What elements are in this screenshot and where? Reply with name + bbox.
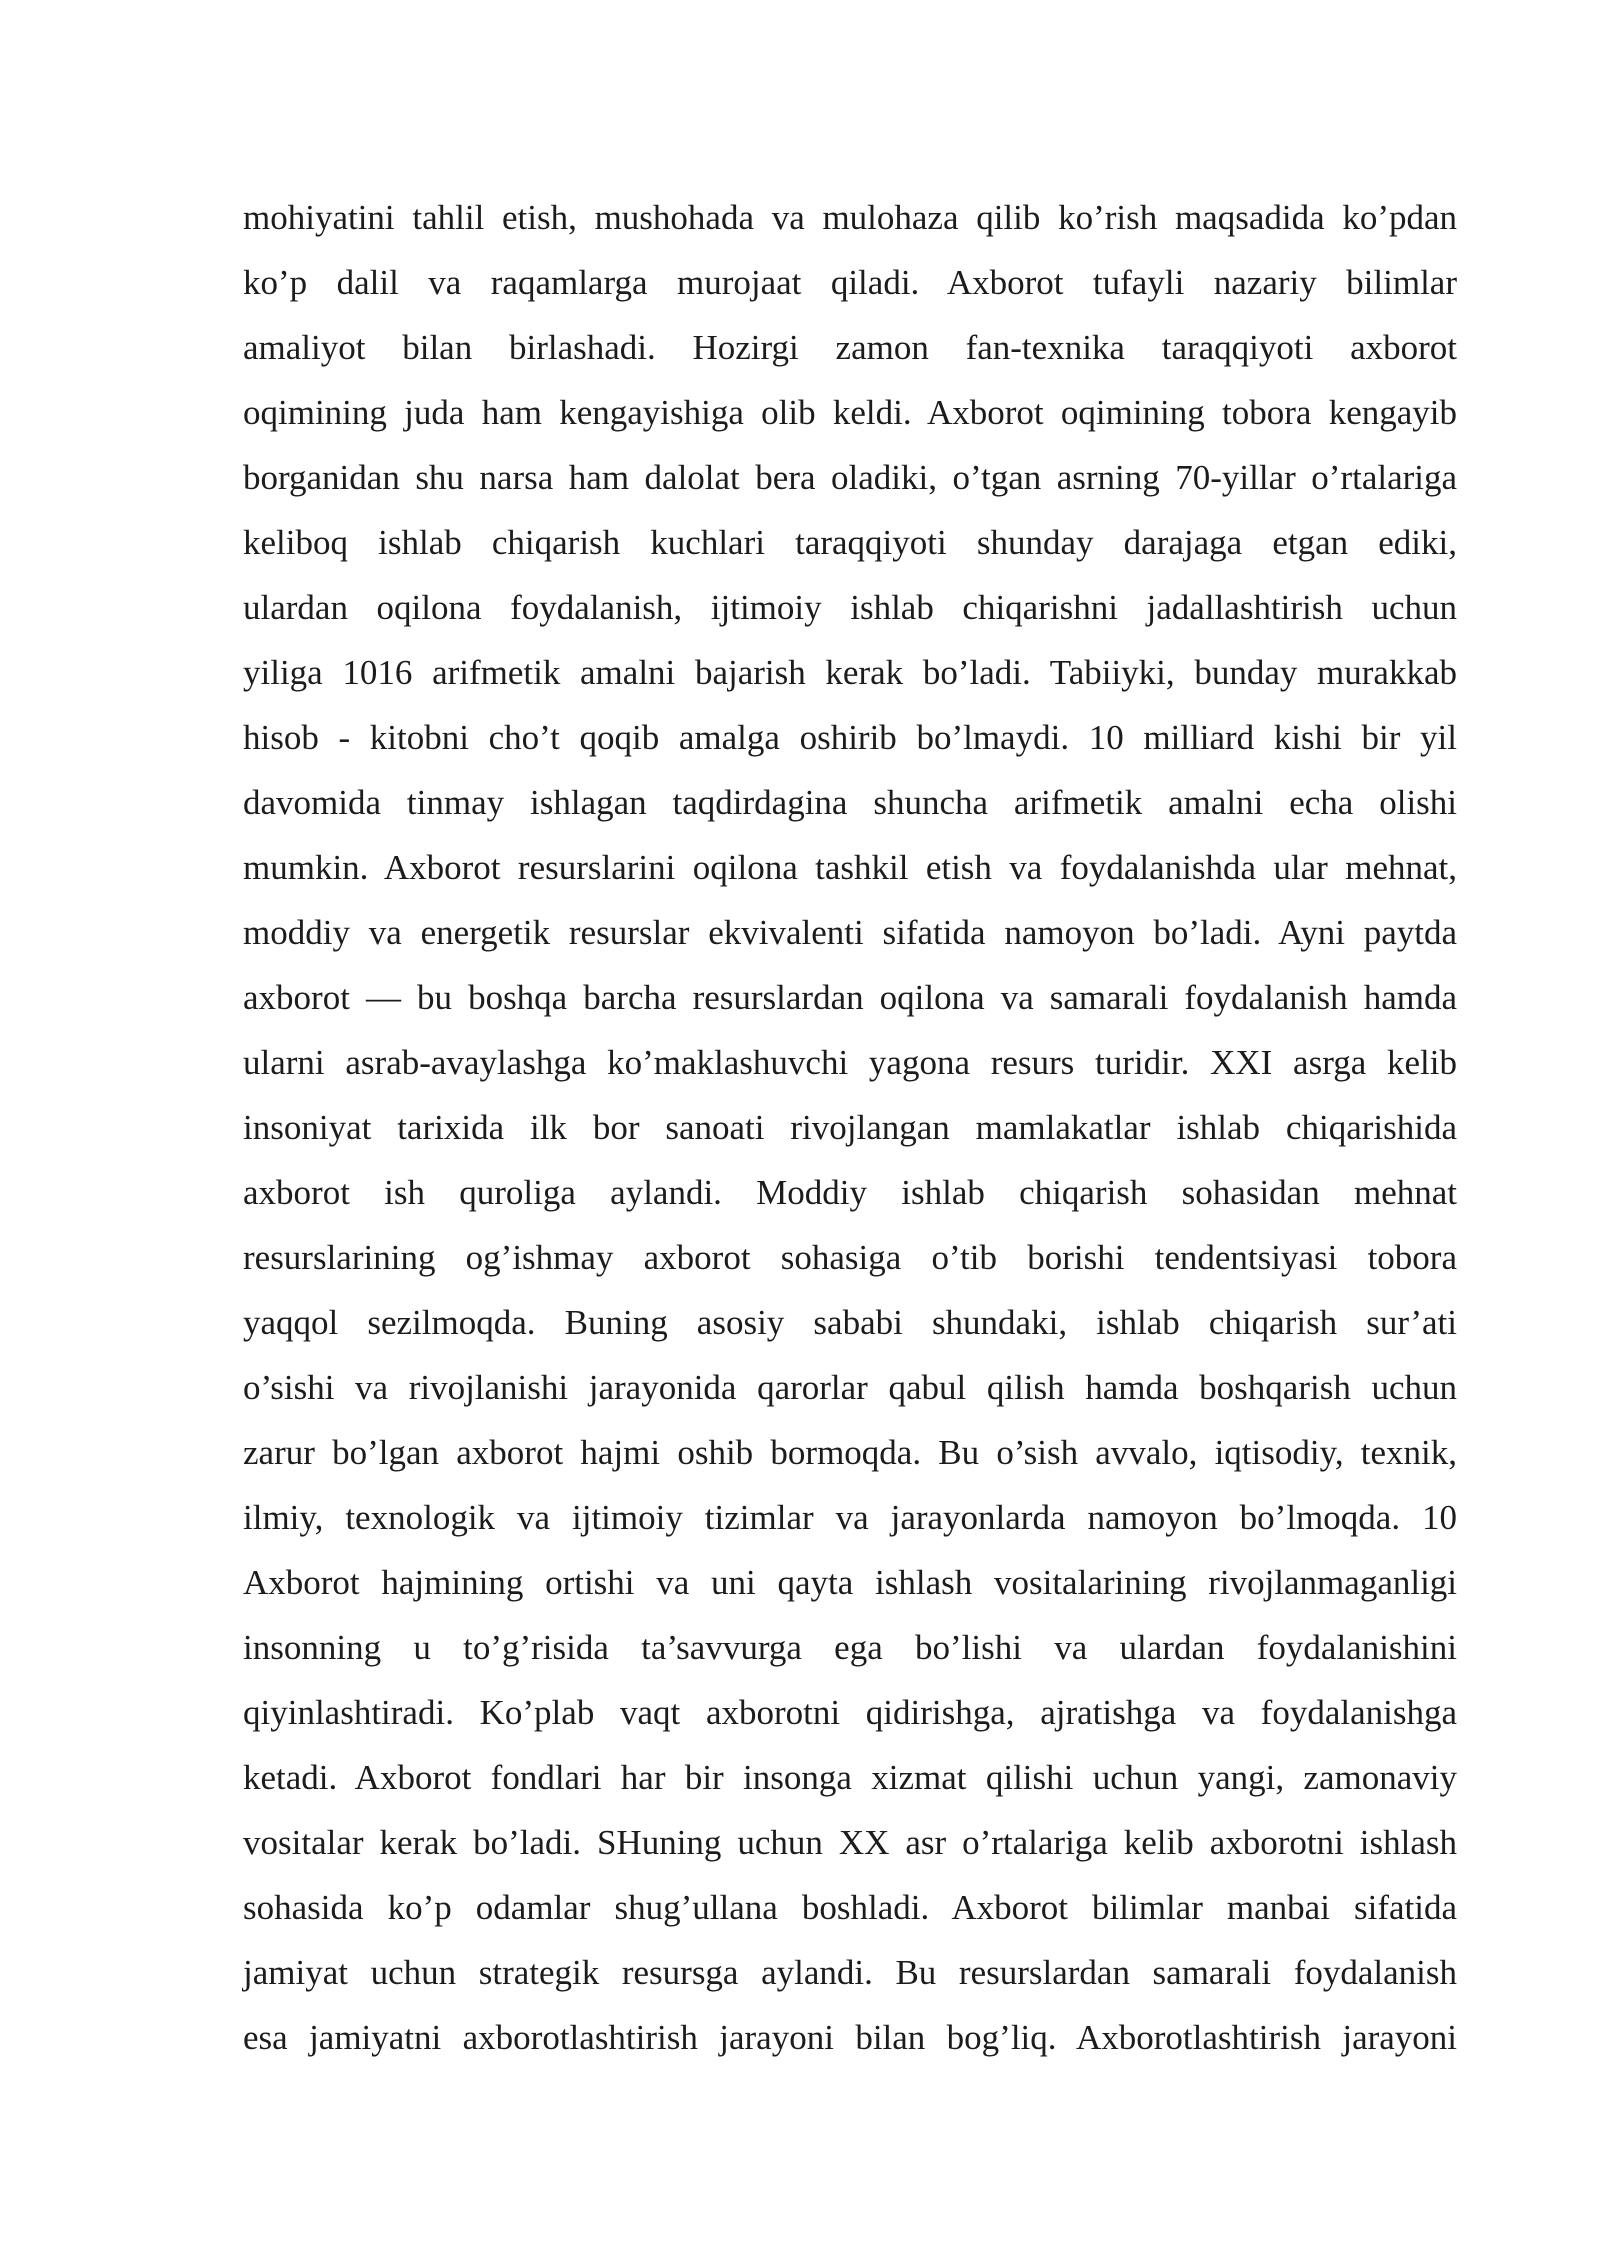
text-line: yiliga 1016 arifmetik amalni bajarish kerak bo’ladi. Tabiiyki, bunday murakkab (243, 653, 1457, 692)
text-line: axborot — bu boshqa barcha resurslardan oqilona va samarali foydalanish hamda (243, 978, 1458, 1017)
text-line: amaliyot bilan birlashadi. Hozirgi zamon fan-texnika taraqqiyoti axborot (243, 328, 1458, 367)
text-line: ketadi. Axborot fondlari har bir insonga xizmat qilishi uchun yangi, zamonaviy (243, 1758, 1457, 1797)
text-line: vositalar kerak bo’ladi. SHuning uchun XX asr o’rtalariga kelib axborotni ishlash (243, 1823, 1457, 1862)
text-line: mohiyatini tahlil etish, mushohada va mulohaza qilib ko’rish maqsadida ko’pdan (243, 198, 1458, 237)
text-line: moddiy va energetik resurslar ekvivalenti sifatida namoyon bo’ladi. Ayni paytda (243, 913, 1457, 952)
text-line: axborot ish quroliga aylandi. Moddiy ishlab chiqarish sohasidan mehnat (243, 1173, 1457, 1212)
text-line: ko’p dalil va raqamlarga murojaat qiladi. Axborot tufayli nazariy bilimlar (243, 263, 1457, 302)
text-line: davomida tinmay ishlagan taqdirdagina shuncha arifmetik amalni echa olishi (243, 783, 1458, 822)
text-line: qiyinlashtiradi. Ko’plab vaqt axborotni qidirishga, ajratishga va foydalanishga (243, 1693, 1458, 1732)
text-line: Axborot hajmining ortishi va uni qayta ishlash vositalarining rivojlanmaganligi (243, 1563, 1458, 1602)
text-line: ulardan oqilona foydalanish, ijtimoiy ishlab chiqarishni jadallashtirish uchun (243, 588, 1458, 627)
text-line: resurslarining og’ishmay axborot sohasiga o’tib borishi tendentsiyasi tobora (243, 1238, 1457, 1277)
text-line: jamiyat uchun strategik resursga aylandi. Bu resurslardan samarali foydalanish (243, 1953, 1458, 1992)
text-line: hisob - kitobni cho’t qoqib amalga oshirib bo’lmaydi. 10 milliard kishi bir yil (243, 718, 1457, 757)
text-line: o’sishi va rivojlanishi jarayonida qarorlar qabul qilish hamda boshqarish uchun (243, 1368, 1457, 1407)
text-line: oqimining juda ham kengayishiga olib keldi. Axborot oqimining tobora kengayib (243, 393, 1458, 432)
text-line: ilmiy, texnologik va ijtimoiy tizimlar va jarayonlarda namoyon bo’lmoqda. 10 (243, 1498, 1458, 1537)
text-line: borganidan shu narsa ham dalolat bera oladiki, o’tgan asrning 70-yillar o’rtalariga (243, 458, 1458, 497)
text-line: esa jamiyatni axborotlashtirish jarayoni bilan bog’liq. Axborotlashtirish jarayoni (243, 2018, 1458, 2057)
text-line: sohasida ko’p odamlar shug’ullana boshladi. Axborot bilimlar manbai sifatida (243, 1888, 1457, 1927)
text-line: insonning u to’g’risida ta’savvurga ega bo’lishi va ulardan foydalanishini (243, 1628, 1457, 1667)
text-line: mumkin. Axborot resurslarini oqilona tashkil etish va foydalanishda ular mehnat, (243, 848, 1457, 887)
body-text (243, 185, 1457, 2070)
text-line: insoniyat tarixida ilk bor sanoati rivojlangan mamlakatlar ishlab chiqarishida (243, 1108, 1457, 1147)
text-line: zarur bo’lgan axborot hajmi oshib bormoqda. Bu o’sish avvalo, iqtisodiy, texnik, (243, 1433, 1458, 1472)
text-line: ularni asrab-avaylashga ko’maklashuvchi yagona resurs turidir. XXI asrga kelib (243, 1043, 1457, 1082)
text-line: yaqqol sezilmoqda. Buning asosiy sababi shundaki, ishlab chiqarish sur’ati (243, 1303, 1458, 1342)
text-line: keliboq ishlab chiqarish kuchlari taraqqiyoti shunday darajaga etgan ediki, (243, 523, 1457, 562)
